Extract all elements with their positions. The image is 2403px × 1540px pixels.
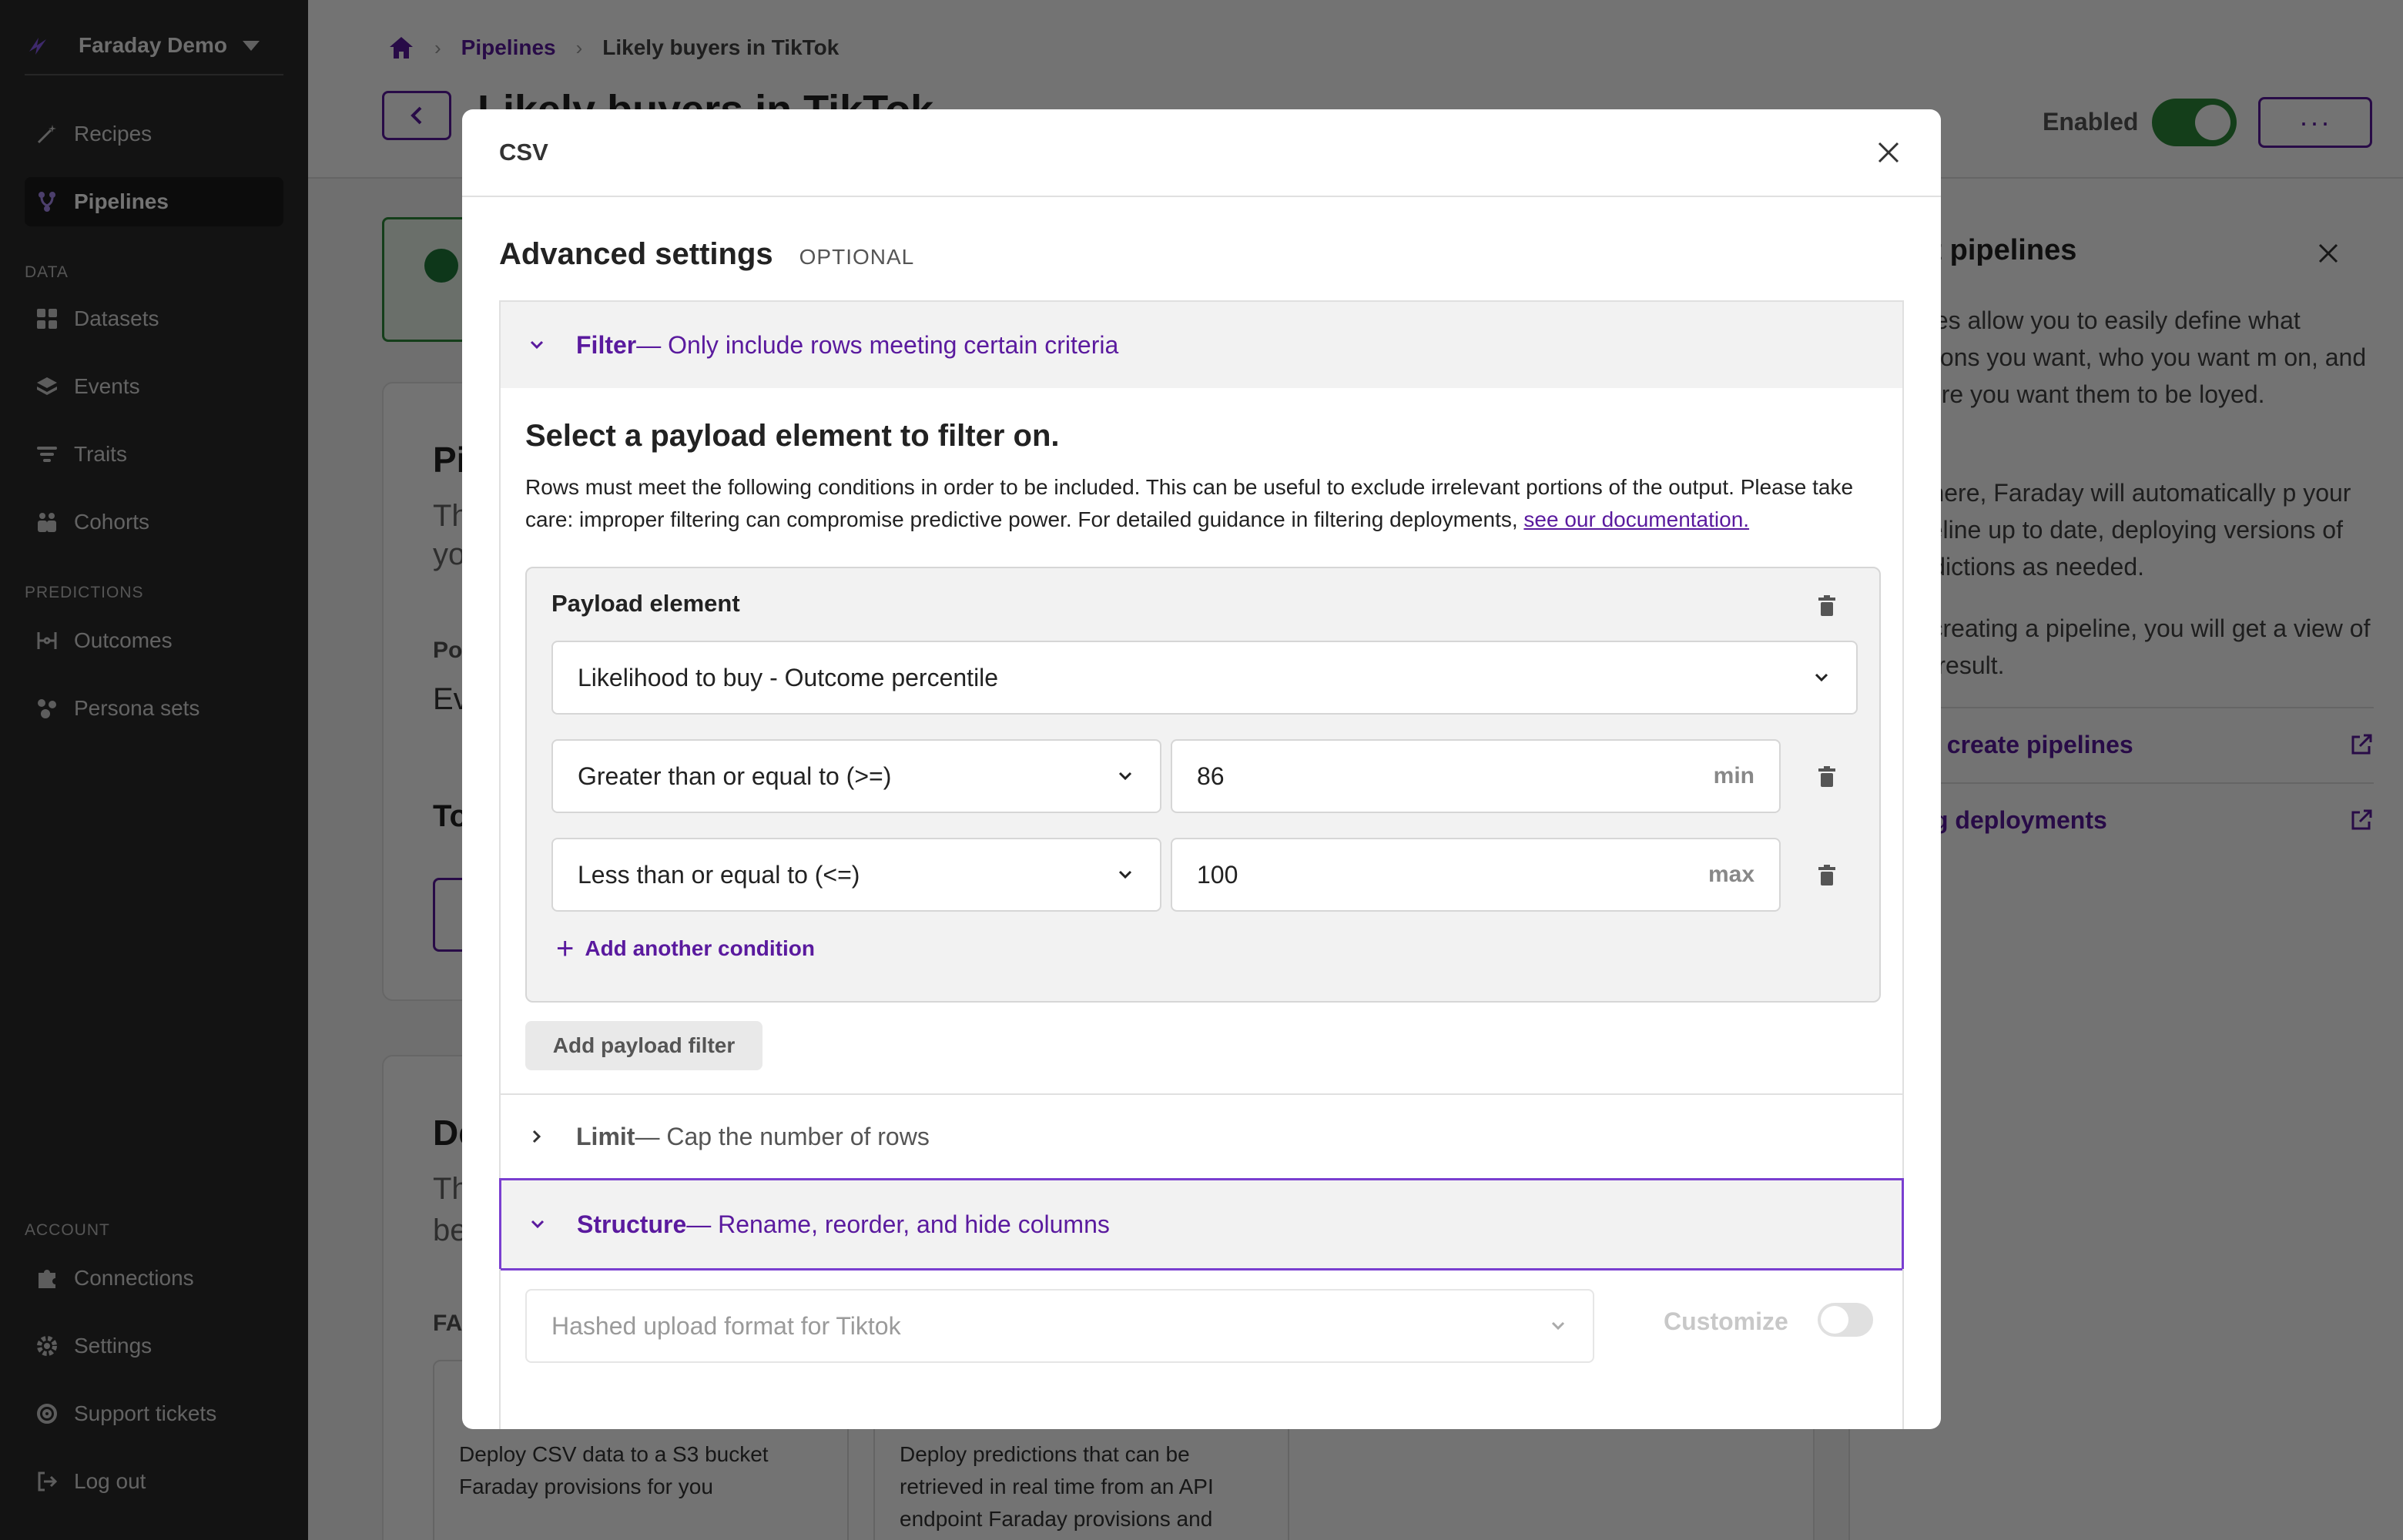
- documentation-link[interactable]: see our documentation.: [1523, 507, 1750, 531]
- condition-operator-select[interactable]: [551, 838, 1161, 912]
- filter-help-body: Rows must meet the following conditions in order to be included. This can be useful to exclude irrelevant portions of the output. Please take care: improper filtering can compromise predictive power. For detailed guidance in filtering deployments,: [525, 475, 1854, 531]
- filter-description: — Only include rows meeting certain criteria: [636, 330, 1119, 359]
- payload-element-value: Likelihood to buy - Outcome percentile: [578, 663, 999, 691]
- trash-icon[interactable]: [1816, 765, 1838, 788]
- payload-element-label: Payload element: [551, 590, 740, 617]
- add-payload-filter-button[interactable]: Add payload filter: [525, 1021, 762, 1070]
- modal-header: [462, 109, 1941, 197]
- filter-section: [499, 300, 1904, 1095]
- filter-accordion-toggle[interactable]: [501, 302, 1902, 388]
- condition-operator-value: Less than or equal to (<=): [578, 860, 860, 889]
- limit-section: [499, 1093, 1904, 1183]
- structure-format-value: Hashed upload format for Tiktok: [551, 1311, 901, 1340]
- modal-title: CSV: [499, 139, 548, 166]
- structure-section: [499, 1178, 1904, 1270]
- condition-operator-select[interactable]: [551, 739, 1161, 813]
- trash-icon[interactable]: [1816, 594, 1838, 618]
- condition-max-input[interactable]: [1171, 838, 1781, 912]
- chevron-down-icon: [1115, 766, 1135, 786]
- limit-title: Limit: [576, 1122, 635, 1150]
- structure-title: Structure: [577, 1210, 687, 1238]
- payload-element-select[interactable]: [551, 641, 1858, 715]
- trash-icon[interactable]: [1816, 864, 1838, 887]
- limit-accordion-toggle[interactable]: [501, 1093, 1902, 1180]
- chevron-down-icon: [1811, 668, 1832, 688]
- condition-value: 86: [1197, 762, 1225, 790]
- optional-badge: OPTIONAL: [799, 245, 915, 269]
- advanced-settings-title: Advanced settings: [499, 237, 773, 271]
- filter-heading: Select a payload element to filter on.: [525, 419, 1060, 453]
- chevron-down-icon: [1115, 865, 1135, 885]
- structure-format-select[interactable]: [525, 1289, 1594, 1363]
- filter-help-text: [525, 471, 1865, 536]
- structure-description: — Rename, reorder, and hide columns: [686, 1210, 1110, 1238]
- condition-value: 100: [1197, 860, 1238, 889]
- filter-title: Filter: [576, 330, 637, 359]
- payload-filter-card: [525, 567, 1881, 1003]
- customize-label: Customize: [1664, 1307, 1788, 1335]
- csv-settings-modal: [462, 109, 1941, 1429]
- chevron-right-icon: [527, 1127, 576, 1147]
- add-condition-label: Add another condition: [585, 936, 815, 960]
- advanced-settings-heading: [499, 237, 914, 272]
- chevron-down-icon: [527, 335, 576, 355]
- limit-description: — Cap the number of rows: [635, 1122, 930, 1150]
- condition-operator-value: Greater than or equal to (>=): [578, 762, 892, 790]
- close-icon: [1877, 141, 1900, 164]
- input-suffix: min: [1713, 763, 1754, 788]
- chevron-down-icon: [1548, 1316, 1568, 1336]
- structure-accordion-toggle[interactable]: [501, 1180, 1902, 1268]
- modal-close-button[interactable]: [1873, 137, 1904, 168]
- chevron-down-icon: [528, 1214, 577, 1234]
- add-condition-button[interactable]: [556, 933, 815, 964]
- structure-body: [499, 1269, 1904, 1429]
- customize-toggle[interactable]: [1818, 1303, 1873, 1337]
- plus-icon: +: [556, 932, 575, 966]
- condition-min-input[interactable]: [1171, 739, 1781, 813]
- input-suffix: max: [1708, 862, 1754, 887]
